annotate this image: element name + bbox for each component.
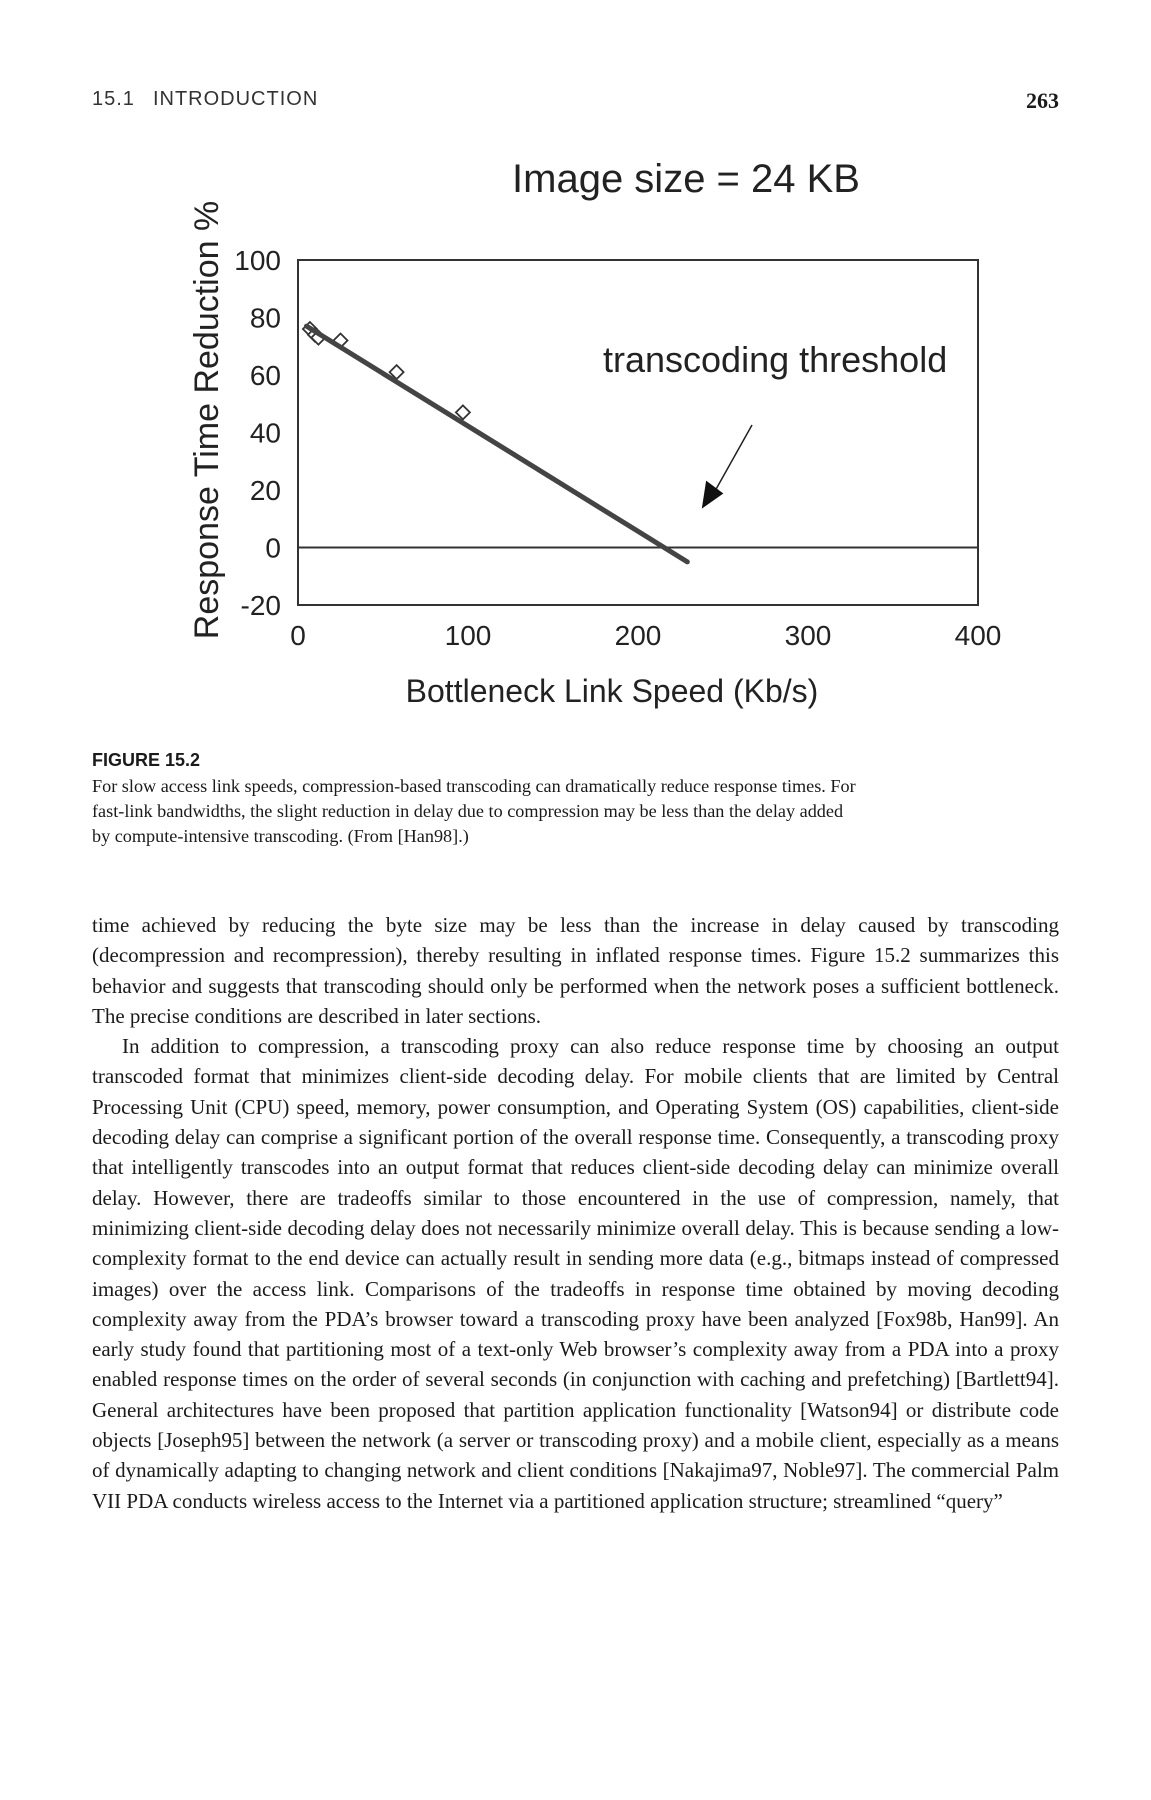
x-tick-label: 200 [614,620,662,651]
caption-line: fast-link bandwidths, the slight reduction in delay due to compression may be less than the delay added [92,801,844,821]
page-number: 263 [1026,88,1059,113]
caption-line: For slow access link speeds, compression-based transcoding can dramatically reduce response times. For [92,776,856,796]
paragraph: time achieved by reducing the byte size may be less than the increase in delay caused by transcoding (decompression and recompression), thereby resulting in inflated response times. Figure 15.2 summarizes this behavior and suggests that transcoding should only be performed when the network poses a sufficient bottleneck. The precise conditions are described in later sections. [92,913,1059,1028]
y-tick-label: 100 [234,245,281,276]
section-title: INTRODUCTION [152,88,319,110]
arrow-head [703,482,723,508]
y-tick-label: 20 [249,475,281,506]
y-tick-label: 0 [265,532,281,564]
plot-border [298,260,978,605]
figure-caption [92,750,1058,849]
caption-line: by compute-intensive transcoding. (From [Han98].) [92,826,469,846]
x-tick-label: 400 [954,620,1002,651]
section-number: 15.1 [92,88,135,110]
x-tick-labels [290,620,1001,651]
body-text [92,910,1059,1516]
x-axis-label: Bottleneck Link Speed (Kb/s) [405,673,819,709]
x-tick-label: 300 [784,620,832,651]
figure-15-2-chart [0,0,1151,740]
y-tick-label: 60 [249,360,281,391]
x-tick-label: 0 [290,620,306,651]
y-tick-label: 80 [249,302,281,334]
y-tick-labels [234,245,281,621]
x-tick-label: 100 [444,620,492,651]
threshold-annotation-text: transcoding threshold [603,339,948,380]
arrow-shaft [713,425,753,496]
chart-title: Image size = 24 KB [512,157,860,201]
y-tick-label: 40 [249,417,281,449]
plot-frame [298,260,978,605]
paragraph: In addition to compression, a transcoding proxy can also reduce response time by choosing an output transcoded format that minimizes client-side decoding delay. For mobile clients that are limited by Central Processing Unit (CPU) speed, memory, power consumption, and Operating System (OS) capabilities, client-side decoding delay can comprise a significant portion of the overall response time. Consequently, a transcoding proxy that intelligently transcodes into an output format that reduces client-side decoding delay can minimize overall delay. However, there are tradeoffs similar to those encountered in the use of compression, namely, that minimizing client-side decoding delay does not necessarily minimize overall delay. This is because sending a low-complexity format to the end device can actually result in sending more data (e.g., bitmaps instead of compressed images) over the access link. Comparisons of the tradeoffs in response time obtained by moving decoding complexity away from the PDA’s browser toward a transcoding proxy have been analyzed [Fox98b, Han99]. An early study found that partitioning most of a text-only Web browser’s complexity away from a PDA into a proxy enabled response times on the order of several seconds (in conjunction with caching and prefetching) [Bartlett94]. General architectures have been proposed that partition application functionality [Watson94] or distribute code objects [Joseph95] between the network (a server or transcoding proxy) and a mobile client, especially as a means of dynamically adapting to changing network and client conditions [Nakajima97, Noble97]. The commercial Palm VII PDA conducts wireless access to the Internet via a partitioned application structure; streamlined “query” [92,1034,1059,1513]
threshold-arrow [703,425,753,508]
figure-label: FIGURE 15.2 [92,750,201,770]
figure-caption-text [92,774,1058,849]
y-tick-label: -20 [240,590,281,621]
y-axis-label: Response Time Reduction % [188,200,226,640]
